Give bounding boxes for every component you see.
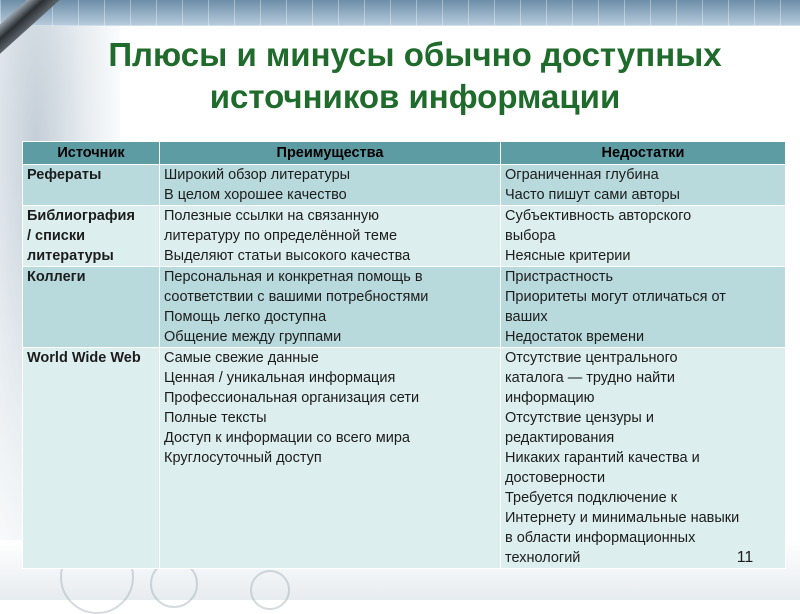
slide-title <box>90 34 740 118</box>
cell-line: Полезные ссылки на связанную <box>164 208 379 224</box>
table-header-row <box>23 142 786 165</box>
cons-cell <box>501 165 786 206</box>
cell-line: Ограниченная глубина <box>505 167 659 183</box>
cell-line: информацию <box>505 390 595 406</box>
cell-line: / списки <box>27 228 86 244</box>
cell-line: ваших <box>505 309 548 325</box>
cell-line: Доступ к информации со всего мира <box>164 430 410 446</box>
cell-line: Недостаток времени <box>505 329 645 345</box>
header-source: Источник <box>23 142 160 165</box>
source-cell <box>23 165 160 206</box>
cell-line: редактирования <box>505 430 615 446</box>
page-number: 11 <box>736 549 754 566</box>
cell-line: в области информационных <box>505 530 696 546</box>
cell-line: Общение между группами <box>164 329 342 345</box>
cell-line: Библиография <box>27 208 135 224</box>
pros-cell <box>160 267 501 348</box>
cell-line: Неясные критерии <box>505 248 631 264</box>
cell-line: Приоритеты могут отличаться от <box>505 289 726 305</box>
cell-line: Пристрастность <box>505 269 614 285</box>
cell-line: литературы <box>27 248 114 264</box>
cell-line: Выделяют статьи высокого качества <box>164 248 411 264</box>
table-row <box>23 267 786 348</box>
slide-title-line: источников информации <box>209 78 621 115</box>
source-cell <box>23 206 160 267</box>
table-row <box>23 348 786 569</box>
cell-line: Профессиональная организация сети <box>164 390 420 406</box>
cell-line: выбора <box>505 228 556 244</box>
cell-line: соответствии с вашими потребностями <box>164 289 429 305</box>
cons-cell <box>501 267 786 348</box>
source-cell <box>23 348 160 569</box>
pros-cell <box>160 348 501 569</box>
top-banner-grid <box>0 0 800 26</box>
table-row <box>23 206 786 267</box>
cons-cell <box>501 206 786 267</box>
cell-line: Ценная / уникальная информация <box>164 370 396 386</box>
cell-line: Интернету и минимальные навыки <box>505 510 740 526</box>
cell-line: Отсутствие цензуры и <box>505 410 654 426</box>
cell-line: В целом хорошее качество <box>164 187 347 203</box>
cell-line: достоверности <box>505 470 606 486</box>
header-cons: Недостатки <box>501 142 786 165</box>
pros-cell <box>160 165 501 206</box>
cell-line: технологий <box>505 550 581 566</box>
cell-line: Широкий обзор литературы <box>164 167 351 183</box>
cell-line: Часто пишут сами авторы <box>505 187 680 203</box>
cell-line: Рефераты <box>27 167 102 183</box>
cell-line: Отсутствие центрального <box>505 350 678 366</box>
cell-line: Самые свежие данные <box>164 350 319 366</box>
cell-line: Требуется подключение к <box>505 490 678 506</box>
cons-cell <box>501 348 786 569</box>
cell-line: Субъективность авторского <box>505 208 692 224</box>
cell-line: Никаких гарантий качества и <box>505 450 700 466</box>
source-cell <box>23 267 160 348</box>
cell-line: литературу по определённой теме <box>164 228 398 244</box>
cell-line: Коллеги <box>27 269 86 285</box>
cell-line: Полные тексты <box>164 410 267 426</box>
sources-table <box>22 141 786 569</box>
cell-line: Круглосуточный доступ <box>164 450 322 466</box>
dial-decoration <box>250 570 290 610</box>
cell-line: Помощь легко доступна <box>164 309 327 325</box>
header-pros: Преимущества <box>160 142 501 165</box>
table-row <box>23 165 786 206</box>
pros-cell <box>160 206 501 267</box>
slide-title-line: Плюсы и минусы обычно доступных <box>108 36 722 73</box>
cell-line: каталога — трудно найти <box>505 370 676 386</box>
cell-line: World Wide Web <box>27 350 141 366</box>
cell-line: Персональная и конкретная помощь в <box>164 269 423 285</box>
